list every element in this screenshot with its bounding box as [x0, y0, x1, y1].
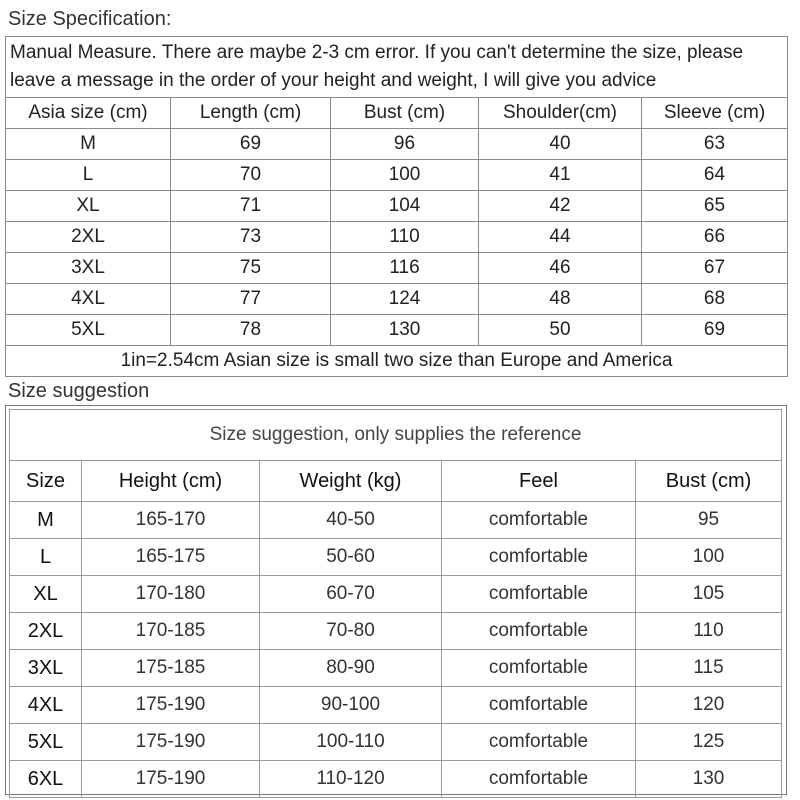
table-cell: L: [6, 160, 171, 191]
spec-data-row: [6, 253, 788, 284]
spec-data-row: [6, 191, 788, 222]
column-header: Asia size (cm): [6, 98, 171, 129]
suggestion-data-row: [10, 687, 782, 724]
table-cell: 3XL: [6, 253, 171, 284]
table-cell: 73: [171, 222, 331, 253]
column-header: Bust (cm): [636, 461, 782, 502]
table-cell: 105: [636, 576, 782, 613]
suggestion-header-row: [10, 461, 782, 502]
spec-footer-note: 1in=2.54cm Asian size is small two size than Europe and America: [6, 346, 788, 377]
table-cell: 124: [331, 284, 479, 315]
suggestion-data-row: [10, 761, 782, 798]
table-cell: comfortable: [442, 502, 636, 539]
table-cell: 63: [642, 129, 788, 160]
table-cell: comfortable: [442, 724, 636, 761]
table-cell: 165-170: [82, 502, 260, 539]
table-cell: 96: [331, 129, 479, 160]
table-cell: 42: [479, 191, 642, 222]
table-cell: 65: [642, 191, 788, 222]
column-header: Shoulder(cm): [479, 98, 642, 129]
table-cell: 170-185: [82, 613, 260, 650]
table-cell: 48: [479, 284, 642, 315]
column-header: Weight (kg): [260, 461, 442, 502]
table-cell: comfortable: [442, 761, 636, 798]
suggestion-data-row: [10, 576, 782, 613]
table-cell: 90-100: [260, 687, 442, 724]
table-cell: 175-190: [82, 687, 260, 724]
table-cell: M: [6, 129, 171, 160]
table-cell: comfortable: [442, 650, 636, 687]
suggestion-data-row: [10, 613, 782, 650]
table-cell: 67: [642, 253, 788, 284]
table-cell: 66: [642, 222, 788, 253]
spec-data-row: [6, 284, 788, 315]
size-specification-table: [5, 36, 788, 377]
table-cell: 165-175: [82, 539, 260, 576]
table-cell: 104: [331, 191, 479, 222]
suggestion-data-row: [10, 724, 782, 761]
column-header: Feel: [442, 461, 636, 502]
suggestion-data-row: [10, 539, 782, 576]
table-cell: 120: [636, 687, 782, 724]
table-cell: 95: [636, 502, 782, 539]
table-cell: 110-120: [260, 761, 442, 798]
table-cell: 50: [479, 315, 642, 346]
table-cell: 116: [331, 253, 479, 284]
table-cell: 4XL: [6, 284, 171, 315]
spec-data-row: [6, 315, 788, 346]
suggestion-data-row: [10, 502, 782, 539]
table-cell: XL: [6, 191, 171, 222]
spec-footer-row: [6, 346, 788, 377]
table-cell: comfortable: [442, 613, 636, 650]
table-cell: 80-90: [260, 650, 442, 687]
size-suggestion-title: Size suggestion: [8, 380, 150, 402]
size-specification-title: Size Specification:: [8, 8, 172, 30]
table-cell: XL: [10, 576, 82, 613]
table-cell: comfortable: [442, 539, 636, 576]
table-cell: 2XL: [6, 222, 171, 253]
column-header: Bust (cm): [331, 98, 479, 129]
table-cell: 77: [171, 284, 331, 315]
table-cell: M: [10, 502, 82, 539]
table-cell: 130: [636, 761, 782, 798]
spec-header-row: [6, 98, 788, 129]
table-cell: 3XL: [10, 650, 82, 687]
table-cell: 2XL: [10, 613, 82, 650]
table-cell: 50-60: [260, 539, 442, 576]
spec-data-row: [6, 222, 788, 253]
table-cell: 100: [636, 539, 782, 576]
table-cell: 110: [636, 613, 782, 650]
table-cell: 170-180: [82, 576, 260, 613]
table-cell: 115: [636, 650, 782, 687]
table-cell: 40-50: [260, 502, 442, 539]
table-cell: 175-185: [82, 650, 260, 687]
spec-data-row: [6, 160, 788, 191]
table-cell: 69: [171, 129, 331, 160]
table-cell: 100-110: [260, 724, 442, 761]
table-cell: 69: [642, 315, 788, 346]
table-cell: 46: [479, 253, 642, 284]
table-cell: 125: [636, 724, 782, 761]
table-cell: 5XL: [10, 724, 82, 761]
spec-note-row: [6, 37, 788, 98]
table-cell: 64: [642, 160, 788, 191]
spec-data-row: [6, 129, 788, 160]
table-cell: 175-190: [82, 761, 260, 798]
suggestion-caption-row: [10, 410, 782, 461]
table-cell: 71: [171, 191, 331, 222]
column-header: Sleeve (cm): [642, 98, 788, 129]
table-cell: 110: [331, 222, 479, 253]
table-cell: 130: [331, 315, 479, 346]
table-cell: 60-70: [260, 576, 442, 613]
table-cell: 68: [642, 284, 788, 315]
table-cell: 78: [171, 315, 331, 346]
column-header: Length (cm): [171, 98, 331, 129]
table-cell: comfortable: [442, 687, 636, 724]
size-suggestion-frame: [5, 405, 787, 795]
table-cell: comfortable: [442, 576, 636, 613]
table-cell: 175-190: [82, 724, 260, 761]
table-cell: 70-80: [260, 613, 442, 650]
table-cell: L: [10, 539, 82, 576]
column-header: Height (cm): [82, 461, 260, 502]
suggestion-caption: Size suggestion, only supplies the reference: [10, 410, 782, 461]
table-cell: 4XL: [10, 687, 82, 724]
suggestion-data-row: [10, 650, 782, 687]
table-cell: 5XL: [6, 315, 171, 346]
column-header: Size: [10, 461, 82, 502]
spec-note: Manual Measure. There are maybe 2-3 cm error. If you can't determine the size, please leave a message in the order of your height and weight, I will give you advice: [6, 37, 788, 98]
table-cell: 44: [479, 222, 642, 253]
table-cell: 100: [331, 160, 479, 191]
table-cell: 6XL: [10, 761, 82, 798]
table-cell: 75: [171, 253, 331, 284]
table-cell: 70: [171, 160, 331, 191]
size-suggestion-table: [9, 409, 782, 798]
table-cell: 40: [479, 129, 642, 160]
table-cell: 41: [479, 160, 642, 191]
